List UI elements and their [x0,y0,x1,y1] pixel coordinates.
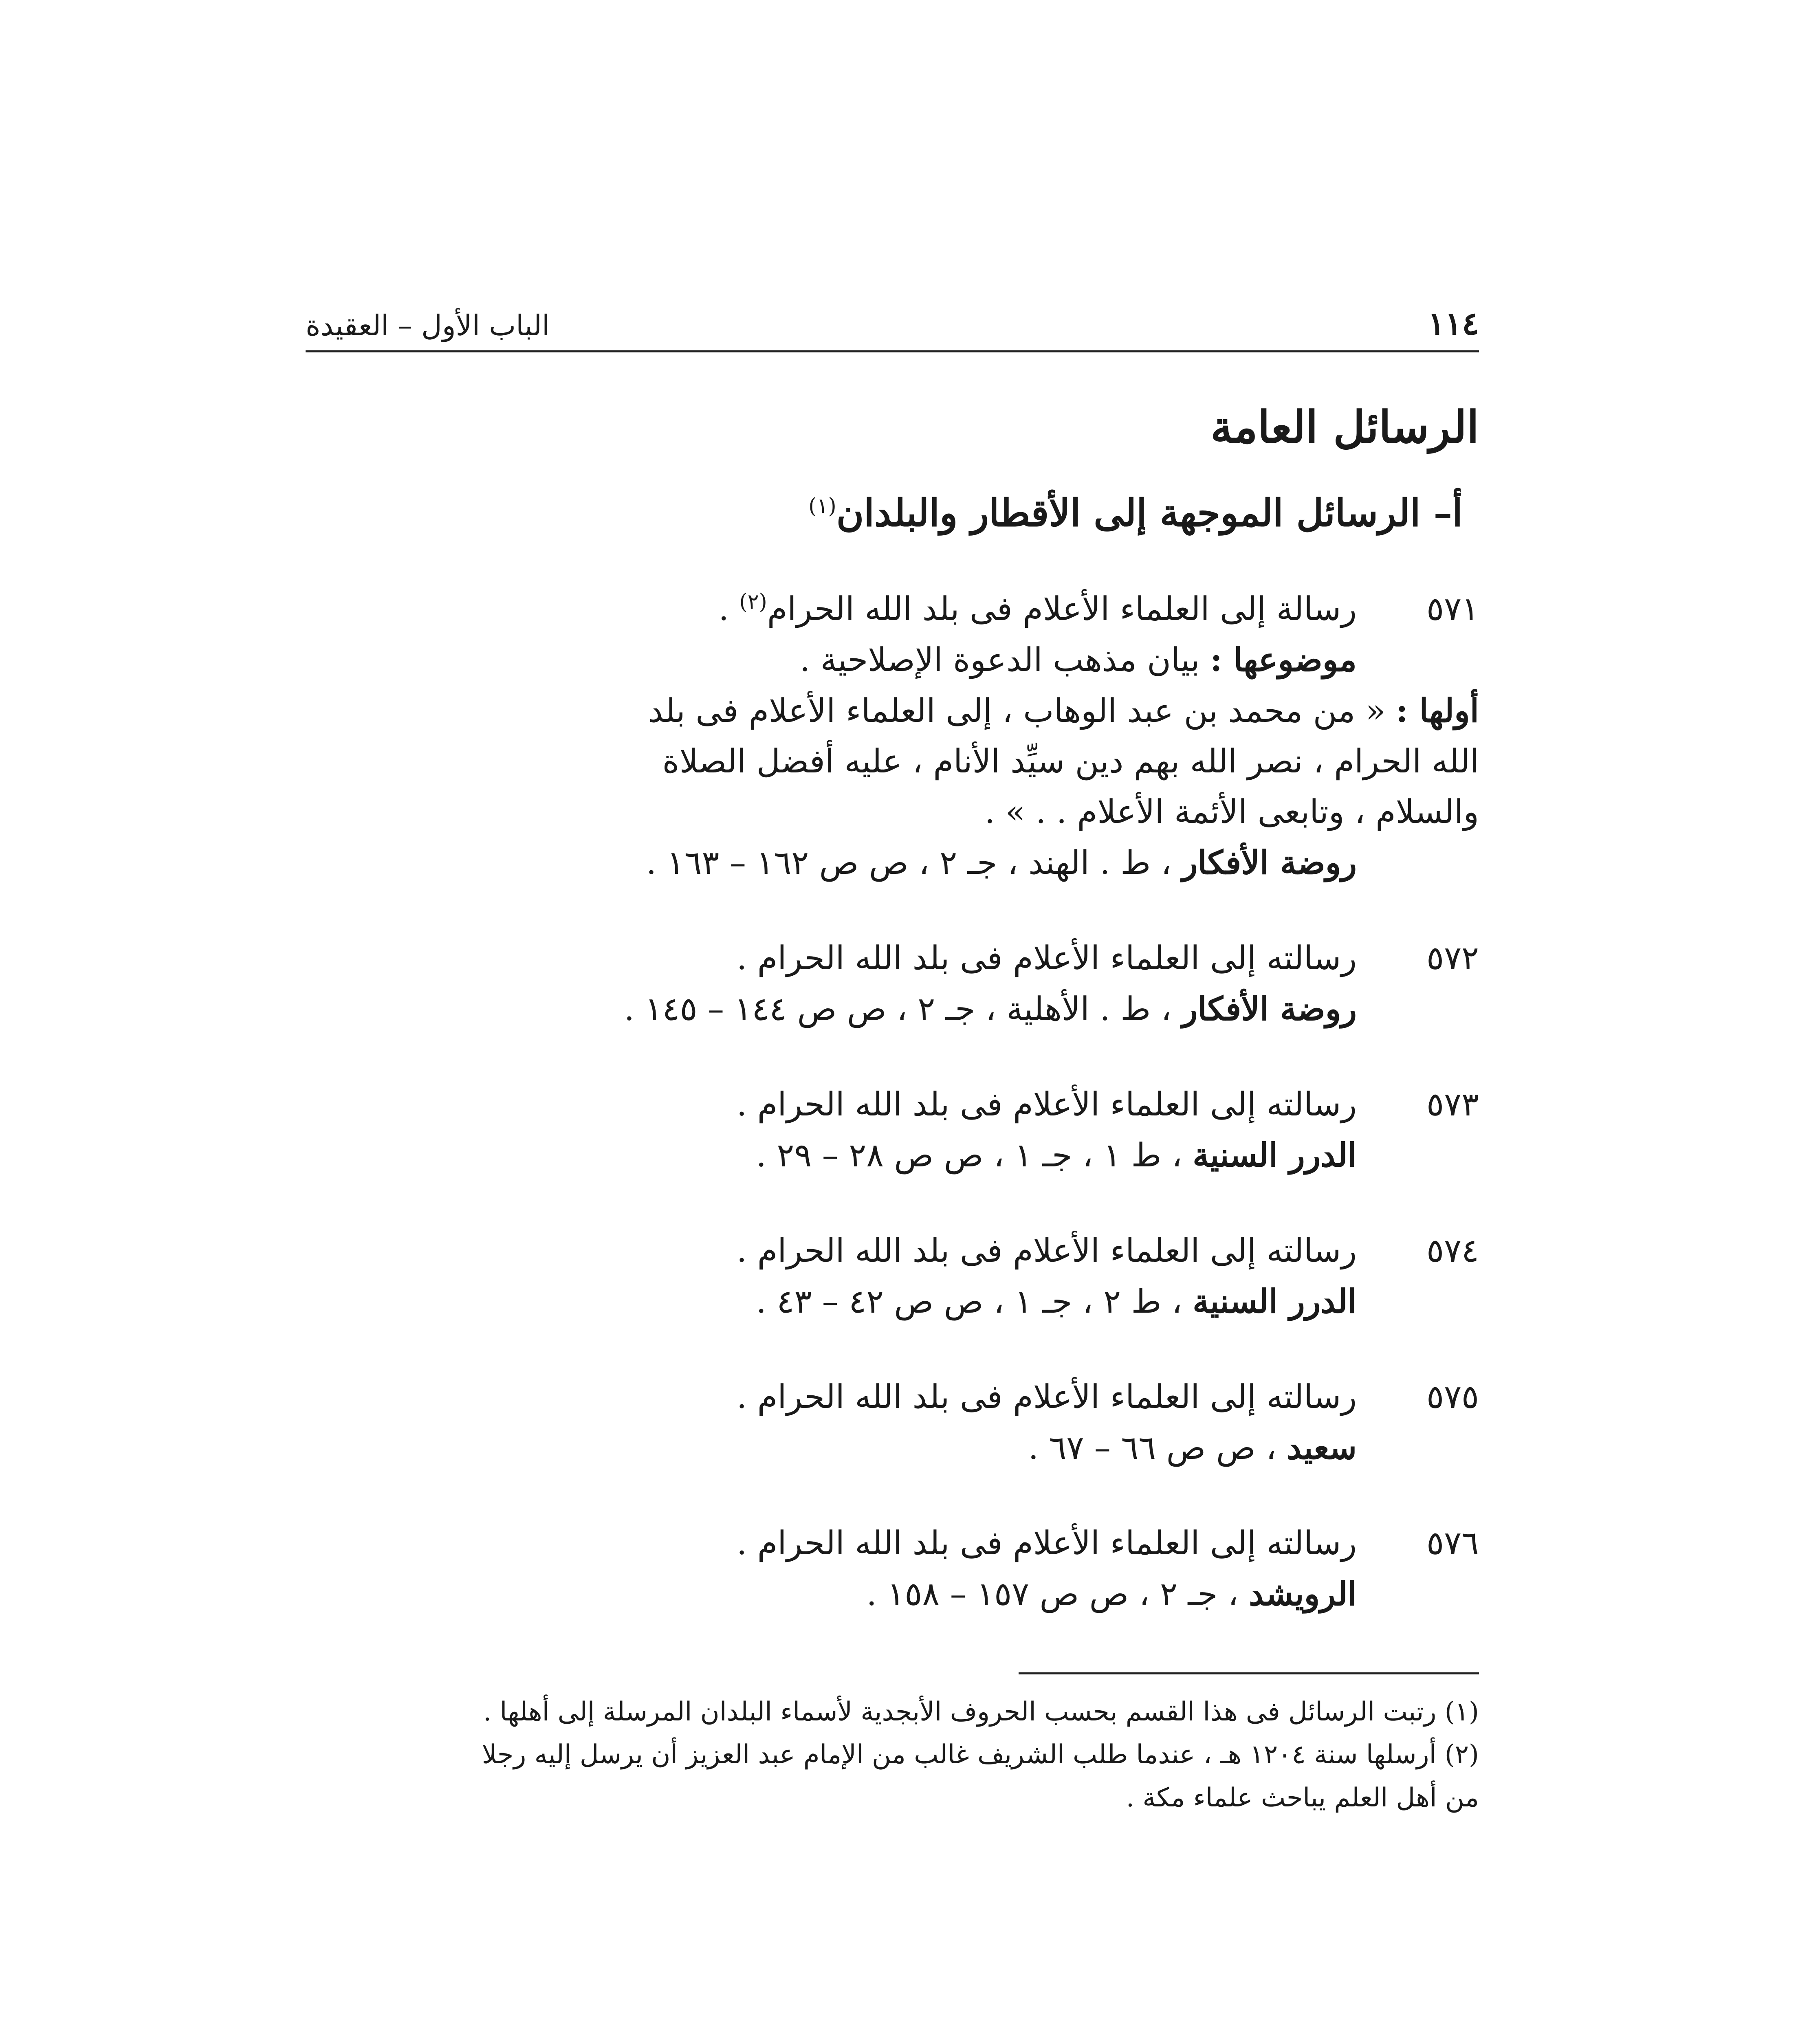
source-label: الرويشد [1249,1574,1357,1613]
source-text: ، ط . الأهلية ، جـ ٢ ، ص ص ١٤٤ – ١٤٥ . [624,990,1182,1028]
entry-source [306,1276,1357,1327]
footnote-1: (١) رتبت الرسائل فى هذا القسم بحسب الحروف الأبجدية لأسماء البلدان المرسلة إلى أهلها . [483,1696,1479,1727]
footnotes [306,1691,1479,1820]
opening-text-line3: والسلام ، وتابعى الأئمة الأعلام . . » . [984,792,1479,831]
source-text: ، ط . الهند ، جـ ٢ ، ص ص ١٦٢ – ١٦٣ . [646,843,1182,882]
source-label: روضة الأفكار [1182,843,1357,882]
entry-title [306,584,1357,634]
footnote-ref: (٢) [739,589,767,614]
subsection-title-text: أ– الرسائل الموجهة إلى الأقطار والبلدان [836,491,1463,535]
entry-572 [306,933,1479,1034]
source-text: ، ط ٢ ، جـ ١ ، ص ص ٤٢ – ٤٣ . [756,1282,1193,1320]
running-header [306,285,1479,352]
entry-opening [306,685,1479,736]
entry-number: ٥٧٢ [1426,939,1479,977]
book-page [306,285,1479,1819]
source-label: سعيد [1287,1428,1357,1467]
subject-label: موضوعها : [1210,640,1357,679]
section-title: الرسائل العامة [1210,402,1479,453]
source-text: ، جـ ٢ ، ص ص ١٥٧ – ١٥٨ . [866,1575,1249,1613]
entry-source [306,1130,1357,1181]
subject-text: بيان مذهب الدعوة الإصلاحية . [799,640,1210,679]
source-label: الدرر السنية [1193,1282,1357,1320]
entry-title: رسالته إلى العلماء الأعلام فى بلد الله الحرام . [736,1085,1357,1123]
entry-source [306,983,1357,1034]
entry-number: ٥٧١ [1426,590,1479,628]
entry-number: ٥٧٤ [1426,1231,1479,1269]
source-label: روضة الأفكار [1182,989,1357,1028]
chapter-title: الباب الأول – العقيدة [306,309,550,342]
footnote-divider [1019,1672,1479,1674]
entry-title-end: . [718,590,739,628]
entry-title: رسالته إلى العلماء الأعلام فى بلد الله الحرام . [736,1377,1357,1416]
entry-576 [306,1518,1479,1619]
entry-number: ٥٧٣ [1426,1085,1479,1123]
source-text: ، ط ١ ، جـ ١ ، ص ص ٢٨ – ٢٩ . [756,1136,1193,1174]
subsection-title [306,491,1463,535]
entry-575 [306,1372,1479,1473]
source-text: ، ص ص ٦٦ – ٦٧ . [1028,1428,1287,1467]
entry-571 [306,584,1479,888]
entry-subject [306,634,1357,685]
opening-text-line2: الله الحرام ، نصر الله بهم دين سيِّد الأنام ، عليه أفضل الصلاة [662,742,1479,780]
entry-source [306,837,1357,888]
footnote-2-continued: من أهل العلم يباحث علماء مكة . [1126,1782,1479,1813]
entry-number: ٥٧٥ [1426,1377,1479,1416]
entry-number: ٥٧٦ [1426,1524,1479,1562]
entry-title: رسالته إلى العلماء الأعلام فى بلد الله الحرام . [736,1524,1357,1562]
entry-573 [306,1079,1479,1181]
footnote-2: (٢) أرسلها سنة ١٢٠٤ هـ ، عندما طلب الشريف غالب من الإمام عبد العزيز أن يرسل إليه رجلا [482,1740,1479,1770]
entry-574 [306,1225,1479,1327]
source-label: الدرر السنية [1193,1135,1357,1174]
opening-label: أولها : [1396,691,1479,730]
page-number: ١١٤ [1428,305,1479,342]
entry-title: رسالته إلى العلماء الأعلام فى بلد الله الحرام . [736,1231,1357,1269]
entry-title: رسالته إلى العلماء الأعلام فى بلد الله الحرام . [736,939,1357,977]
entry-source [306,1422,1357,1473]
footnote-ref: (١) [808,493,836,518]
opening-text-line1: « من محمد بن عبد الوهاب ، إلى العلماء الأعلام فى بلد [648,691,1396,730]
entry-title-text: رسالة إلى العلماء الأعلام فى بلد الله الحرام [767,590,1357,628]
entry-source [306,1568,1357,1619]
